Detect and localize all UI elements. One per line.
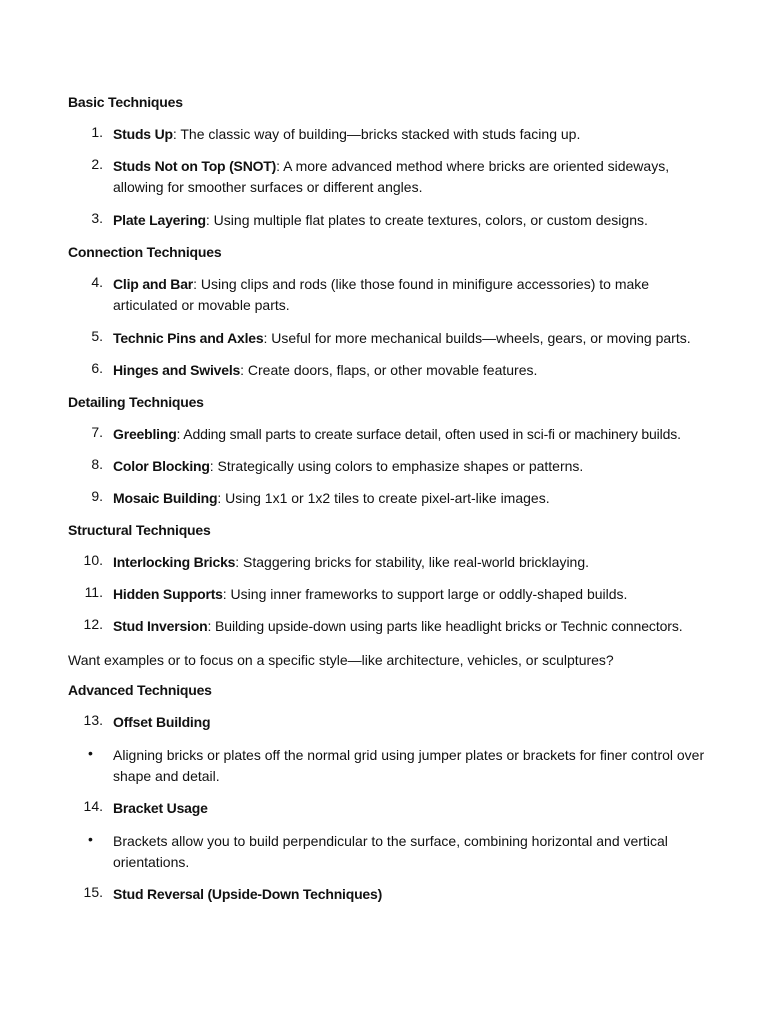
section-heading-structural: Structural Techniques xyxy=(68,522,211,538)
item-term: Plate Layering xyxy=(113,212,206,228)
section-heading-detailing: Detailing Techniques xyxy=(68,394,204,410)
item-number: 1. xyxy=(91,124,103,140)
item-description: : Using 1x1 or 1x2 tiles to create pixel-art-like images. xyxy=(217,490,550,506)
item-number: 7. xyxy=(91,424,103,440)
item-description: : Staggering bricks for stability, like real-world bricklaying. xyxy=(235,554,590,570)
item-number: 15. xyxy=(83,884,103,900)
bullet-text: Aligning bricks or plates off the normal grid using jumper plates or brackets for finer control over shape and detail. xyxy=(113,747,705,784)
item-description: : The classic way of building—bricks stacked with studs facing up. xyxy=(172,126,581,142)
item-term: Clip and Bar xyxy=(113,276,194,292)
item-term: Stud Reversal (Upside-Down Techniques) xyxy=(113,886,383,902)
item-number: 10. xyxy=(83,552,103,568)
item-description: : Using inner frameworks to support large or oddly-shaped builds. xyxy=(222,586,628,602)
item-description: : Adding small parts to create surface detail, often used in sci-fi or machinery builds. xyxy=(176,426,681,442)
section-heading-advanced: Advanced Techniques xyxy=(68,682,212,698)
item-term: Mosaic Building xyxy=(113,490,218,506)
item-term: Interlocking Bricks xyxy=(113,554,236,570)
item-number: 14. xyxy=(83,798,103,814)
item-number: 12. xyxy=(83,616,103,632)
item-term: Hidden Supports xyxy=(113,586,223,602)
item-description: : Strategically using colors to emphasize shapes or patterns. xyxy=(209,458,584,474)
item-description: : Create doors, flaps, or other movable features. xyxy=(240,362,538,378)
item-description: : Useful for more mechanical builds—wheels, gears, or moving parts. xyxy=(263,330,691,346)
item-term: Bracket Usage xyxy=(113,800,208,816)
item-description: : Using multiple flat plates to create textures, colors, or custom designs. xyxy=(205,212,648,228)
item-description: : Building upside-down using parts like headlight bricks or Technic connectors. xyxy=(207,618,683,634)
item-description: : Using clips and rods (like those found in minifigure accessories) to make articulated or movable parts. xyxy=(113,276,650,313)
item-term: Offset Building xyxy=(113,714,211,730)
item-number: 13. xyxy=(83,712,103,728)
section-heading-connection: Connection Techniques xyxy=(68,244,222,260)
section-heading-basic: Basic Techniques xyxy=(68,94,183,110)
item-term: Studs Not on Top (SNOT) xyxy=(113,158,277,174)
item-term: Greebling xyxy=(113,426,177,442)
item-term: Studs Up xyxy=(113,126,173,142)
item-number: 5. xyxy=(91,328,103,344)
item-term: Color Blocking xyxy=(113,458,210,474)
item-number: 9. xyxy=(91,488,103,504)
item-number: 3. xyxy=(91,210,103,226)
item-number: 6. xyxy=(91,360,103,376)
bullet-text: Brackets allow you to build perpendicular to the surface, combining horizontal and vertical orientations. xyxy=(113,833,668,870)
item-number: 11. xyxy=(84,584,103,600)
follow-up-question: Want examples or to focus on a specific style—like architecture, vehicles, or sculptures? xyxy=(68,652,614,668)
item-term: Technic Pins and Axles xyxy=(113,330,264,346)
item-term: Stud Inversion xyxy=(113,618,208,634)
item-number: 8. xyxy=(91,456,103,472)
bullet-icon: • xyxy=(88,745,93,761)
item-term: Hinges and Swivels xyxy=(113,362,241,378)
item-number: 2. xyxy=(91,156,103,172)
item-number: 4. xyxy=(91,274,103,290)
item-description: : A more advanced method where bricks are oriented sideways, allowing for smoother surfaces or different angles. xyxy=(113,158,670,195)
bullet-icon: • xyxy=(88,831,93,847)
